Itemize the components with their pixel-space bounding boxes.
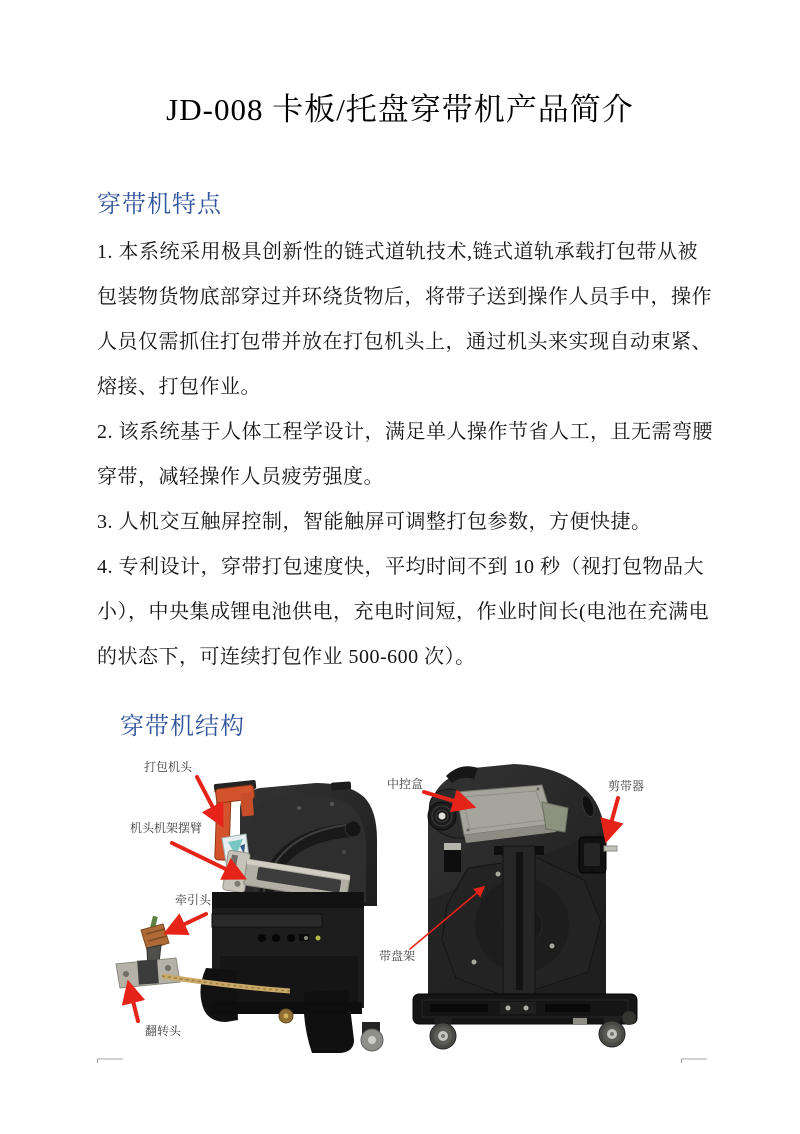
body-text-line: 熔接、打包作业。: [97, 376, 261, 398]
body-text-line: 3. 人机交互触屏控制，智能触屏可调整打包参数，方便快捷。: [97, 511, 652, 533]
body-text-line: 2. 该系统基于人体工程学设计，满足单人操作节省人工，且无需弯腰: [97, 421, 713, 443]
section-heading-structure: 穿带机结构: [120, 713, 245, 740]
body-text-line: 1. 本系统采用极具创新性的链式道轨技术,链式道轨承载打包带从被: [97, 241, 698, 263]
flip-head-part: [116, 958, 180, 988]
figure-label-flip-head: 翻转头: [145, 1024, 182, 1038]
belt-cutter-part: [579, 837, 617, 873]
figure-label-belt-reel-frame: 带盘架: [379, 949, 416, 963]
body-text-line: 人员仅需抓住打包带并放在打包机头上，通过机头来实现自动束紧、: [97, 331, 712, 353]
text-boundary-marks: [97, 1059, 707, 1063]
body-text-line: 4. 专利设计，穿带打包速度快，平均时间不到 10 秒（视打包物品大: [97, 556, 704, 578]
body-text-line: 包装物货物底部穿过并环绕货物后，将带子送到操作人员手中，操作: [97, 286, 712, 308]
page-title: JD-008 卡板/托盘穿带机产品简介: [166, 92, 634, 127]
figure-label-belt-cutter: 剪带器: [608, 779, 645, 793]
arrow-flip-head: [129, 985, 138, 1021]
figure-label-packing-head: 打包机头: [144, 760, 193, 774]
body-text-line: 的状态下，可连续打包作业 500-600 次）。: [97, 646, 476, 668]
figure-label-head-frame-swingarm: 机头机架摆臂: [130, 821, 203, 835]
figure-label-traction-head: 牵引头: [175, 893, 212, 907]
body-text-line: 小），中央集成锂电池供电，充电时间短，作业时间长(电池在充满电: [97, 601, 710, 623]
right-machine-illustration: [413, 764, 637, 1049]
section-heading-features: 穿带机特点: [97, 191, 222, 218]
body-text-line: 穿带，减轻操作人员疲劳强度。: [97, 466, 384, 488]
arrow-traction-head: [168, 914, 206, 932]
figure-label-central-control-box: 中控盒: [387, 777, 424, 791]
arrow-belt-cutter: [607, 798, 618, 838]
